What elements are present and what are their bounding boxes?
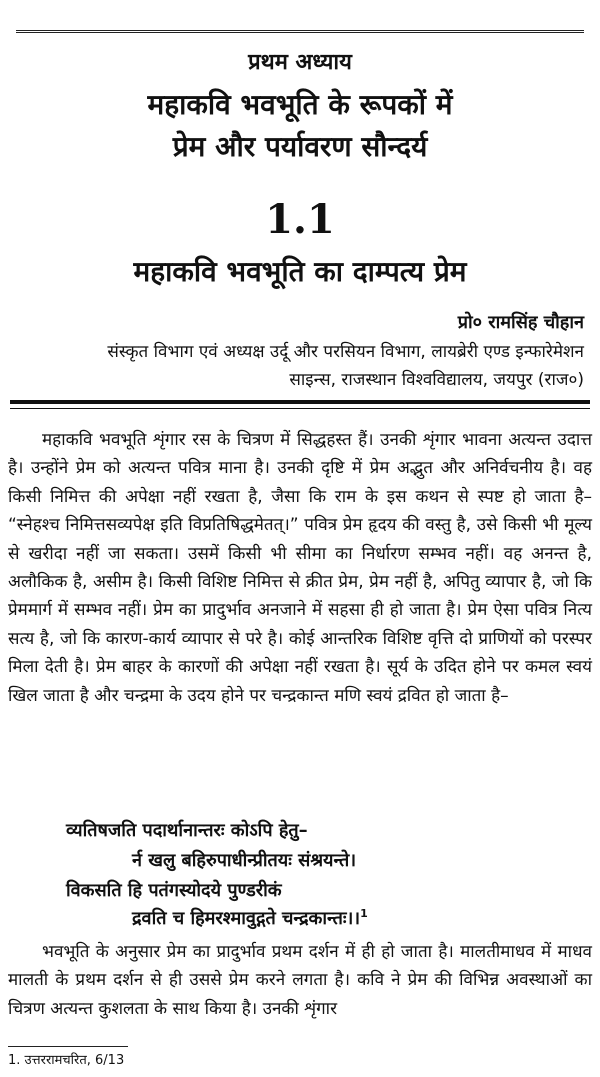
verse-line-1: व्यतिषजति पदार्थानान्तरः कोऽपि हेतु–	[66, 820, 308, 841]
header-thin-rule	[10, 408, 590, 409]
section-number: 1.1	[265, 196, 335, 243]
chapter-title	[0, 84, 600, 168]
verse-line-3: विकसति हि पतंगस्योदये पुण्डरीकं	[66, 880, 282, 901]
paragraph-2: भवभूति के अनुसार प्रेम का प्रादुर्भाव प्रथम दर्शन में ही हो जाता है। मालतीमाधव में माधव मालती के प्रथम दर्शन से ही उससे प्रेम करने लगता है। कवि ने प्रेम की विभिन्न अवस्थाओं का चित्रण अत्यन्त कुशलता के साथ किया है। उनकी शृंगार	[8, 942, 592, 1019]
footnote-marker: 1	[360, 907, 368, 920]
chapter-title-line-1: महाकवि भवभूति के रूपकों में	[147, 88, 453, 121]
header-thick-rule	[10, 400, 590, 404]
verse-line-2: र्न खलु बहिरुपाधीन्प्रीतयः संश्रयन्ते।	[132, 850, 357, 871]
chapter-label: प्रथम अध्याय	[248, 50, 352, 75]
paragraph-1: महाकवि भवभूति शृंगार रस के चित्रण में सिद्धहस्त हैं। उनकी शृंगार भावना अत्यन्त उदात्त है। उन्होंने प्रेम को अत्यन्त पवित्र माना है। उनकी दृष्टि में प्रेम अद्भुत और अनिर्वचनीय है। वह किसी निमित्त की अपेक्षा नहीं रखता है, जैसा कि राम के इस कथन से स्पष्ट हो जाता है– “स्नेहश्च निमित्तसव्यपेक्ष इति विप्रतिषिद्धमेतत्।” पवित्र प्रेम हृदय की वस्तु है, उसे किसी भी मूल्य से खरीदा नहीं जा सकता। उसमें किसी भी सीमा का निर्धारण सम्भव नहीं। वह अनन्त है, अलौकिक है, असीम है। किसी विशिष्ट निमित्त से क्रीत प्रेम, प्रेम नहीं है, अपितु व्यापार है, जो कि प्रेममार्ग में सम्भव नहीं। प्रेम का प्रादुर्भाव अनजाने में सहसा ही हो जाता है। प्रेम ऐसा पवित्र नित्य सत्य है, जो कि कारण-कार्य व्यापार से परे है। कोई आन्तरिक विशिष्ट वृत्ति दो प्राणियों को परस्पर मिला देती है। प्रेम बाहर के कारणों की अपेक्षा नहीं रखता है। सूर्य के उदित होने पर कमल स्वयं खिल जाता है और चन्द्रमा के उदय होने पर चन्द्रकान्त मणि स्वयं द्रवित हो जाता है–	[8, 430, 592, 706]
verse-line-4-text: द्रवति च हिमरश्मावुद्गते चन्द्रकान्तः।।	[132, 908, 361, 929]
top-double-rule	[16, 30, 584, 36]
footnote-rule	[8, 1046, 128, 1047]
affiliation-line-1: संस्कृत विभाग एवं अध्यक्ष उर्दू और परसियन विभाग, लायब्रेरी एण्ड इन्फारेमेशन	[107, 342, 584, 362]
chapter-title-line-2: प्रेम और पर्यावरण सौन्दर्य	[172, 130, 428, 163]
verse-line-4	[132, 906, 368, 930]
section-title: महाकवि भवभूति का दाम्पत्य प्रेम	[133, 255, 467, 288]
affiliation-line-2: साइन्स, राजस्थान विश्वविद्यालय, जयपुर (राज०)	[289, 370, 584, 390]
author-name: प्रो० रामसिंह चौहान	[457, 312, 584, 333]
footnote: 1. उत्तररामचरित, 6/13	[8, 1053, 125, 1068]
author-affiliation	[14, 338, 584, 394]
